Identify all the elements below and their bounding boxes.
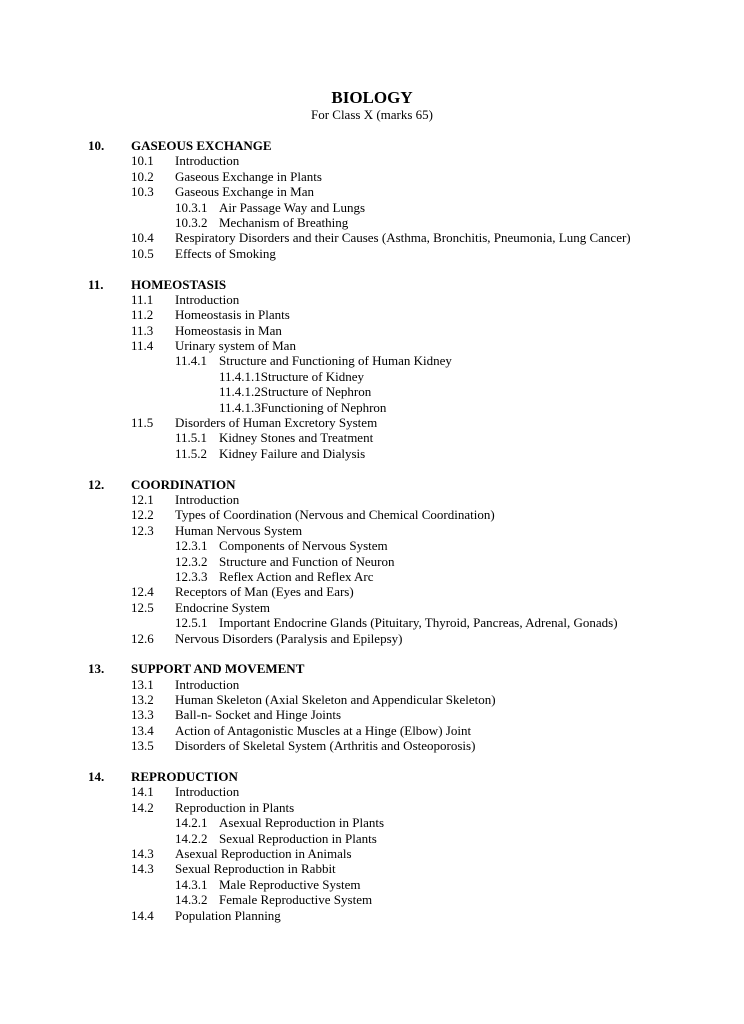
topic-number: 13.4 bbox=[131, 722, 154, 738]
topic-number: 13.2 bbox=[131, 692, 154, 708]
topic-number: 14.2.2 bbox=[175, 830, 208, 846]
topic-number: 12.6 bbox=[131, 630, 154, 646]
topic-text: Disorders of Skeletal System (Arthritis and Osteoporosis) bbox=[175, 738, 476, 754]
topic-number: 11.1 bbox=[131, 291, 154, 307]
topic-number: 10.3 bbox=[131, 184, 154, 200]
topic-item bbox=[0, 384, 744, 399]
chapter-heading bbox=[0, 477, 744, 492]
chapter-title: COORDINATION bbox=[131, 476, 236, 492]
topic-number: 11.5.1 bbox=[175, 430, 208, 446]
topic-text: Population Planning bbox=[175, 907, 281, 923]
topic-text: Types of Coordination (Nervous and Chemical Coordination) bbox=[175, 507, 495, 523]
topic-text: 11.4.1.3Functioning of Nephron bbox=[219, 399, 387, 415]
chapter-heading bbox=[0, 277, 744, 292]
topic-item bbox=[0, 230, 744, 245]
topic-number: 12.5 bbox=[131, 599, 154, 615]
topic-item bbox=[0, 615, 744, 630]
topic-item bbox=[0, 400, 744, 415]
topic-item bbox=[0, 846, 744, 861]
topic-item bbox=[0, 323, 744, 338]
topic-number: 12.1 bbox=[131, 491, 154, 507]
syllabus-chapters bbox=[0, 138, 744, 938]
document-title: BIOLOGY bbox=[331, 88, 413, 107]
topic-text: Air Passage Way and Lungs bbox=[219, 199, 366, 215]
topic-number: 12.5.1 bbox=[175, 615, 208, 631]
topic-number: 14.4 bbox=[131, 907, 154, 923]
topic-number: 11.4 bbox=[131, 338, 154, 354]
topic-text: Action of Antagonistic Muscles at a Hinge (Elbow) Joint bbox=[175, 722, 472, 738]
topic-text: Important Endocrine Glands (Pituitary, Thyroid, Pancreas, Adrenal, Gonads) bbox=[219, 615, 618, 631]
document-subtitle: For Class X (marks 65) bbox=[310, 107, 434, 122]
topic-text: Asexual Reproduction in Animals bbox=[175, 845, 352, 861]
topic-item bbox=[0, 430, 744, 445]
topic-item bbox=[0, 784, 744, 799]
chapter-section bbox=[0, 277, 744, 462]
topic-text: Reflex Action and Reflex Arc bbox=[219, 568, 374, 584]
topic-item bbox=[0, 815, 744, 830]
chapter-number: 10. bbox=[88, 138, 105, 153]
topic-item bbox=[0, 892, 744, 907]
topic-number: 10.5 bbox=[131, 245, 154, 261]
chapter-title: SUPPORT AND MOVEMENT bbox=[131, 661, 305, 677]
topic-text: Human Nervous System bbox=[175, 522, 303, 538]
topic-text: Nervous Disorders (Paralysis and Epilepsy) bbox=[175, 630, 403, 646]
topic-text: Urinary system of Man bbox=[175, 338, 296, 354]
topic-item bbox=[0, 692, 744, 707]
topic-item bbox=[0, 353, 744, 368]
topic-item bbox=[0, 831, 744, 846]
topic-item bbox=[0, 584, 744, 599]
topic-number: 12.3.1 bbox=[175, 538, 208, 554]
topic-item bbox=[0, 554, 744, 569]
chapter-section bbox=[0, 661, 744, 753]
topic-item bbox=[0, 338, 744, 353]
topic-item bbox=[0, 738, 744, 753]
topic-number: 14.1 bbox=[131, 784, 154, 800]
topic-number: 14.2.1 bbox=[175, 815, 208, 831]
topic-text: Introduction bbox=[175, 153, 240, 169]
topic-item bbox=[0, 538, 744, 553]
topic-text: Female Reproductive System bbox=[219, 892, 373, 908]
topic-text: 11.4.1.2Structure of Nephron bbox=[219, 384, 372, 400]
topic-item bbox=[0, 200, 744, 215]
topic-item bbox=[0, 184, 744, 199]
topic-text: Sexual Reproduction in Plants bbox=[219, 830, 377, 846]
topic-number: 11.4.1 bbox=[175, 353, 208, 369]
topic-number: 14.3.2 bbox=[175, 892, 208, 908]
topic-number: 13.5 bbox=[131, 738, 154, 754]
topic-item bbox=[0, 861, 744, 876]
chapter-number: 11. bbox=[88, 276, 104, 292]
topic-text: Ball-n- Socket and Hinge Joints bbox=[175, 707, 342, 723]
topic-text: Homeostasis in Plants bbox=[175, 307, 290, 323]
chapter-heading bbox=[0, 661, 744, 676]
topic-number: 11.5 bbox=[131, 415, 154, 431]
topic-item bbox=[0, 307, 744, 322]
topic-item bbox=[0, 707, 744, 722]
topic-item bbox=[0, 446, 744, 461]
chapter-heading bbox=[0, 138, 744, 153]
topic-item bbox=[0, 600, 744, 615]
topic-text: Gaseous Exchange in Plants bbox=[175, 168, 322, 184]
topic-item bbox=[0, 877, 744, 892]
chapter-title: HOMEOSTASIS bbox=[131, 276, 227, 292]
topic-item bbox=[0, 908, 744, 923]
topic-item bbox=[0, 723, 744, 738]
topic-number: 10.3.2 bbox=[175, 214, 208, 230]
topic-item bbox=[0, 800, 744, 815]
topic-item bbox=[0, 215, 744, 230]
chapter-title: GASEOUS EXCHANGE bbox=[131, 138, 272, 153]
chapter-section bbox=[0, 138, 744, 261]
topic-number: 12.3.3 bbox=[175, 568, 208, 584]
topic-item bbox=[0, 523, 744, 538]
topic-number: 14.2 bbox=[131, 799, 154, 815]
topic-item bbox=[0, 507, 744, 522]
topic-item bbox=[0, 631, 744, 646]
topic-item bbox=[0, 369, 744, 384]
topic-number: 11.3 bbox=[131, 322, 154, 338]
topic-number: 10.3.1 bbox=[175, 199, 208, 215]
topic-text: Endocrine System bbox=[175, 599, 270, 615]
topic-text: Gaseous Exchange in Man bbox=[175, 184, 314, 200]
topic-text: Introduction bbox=[175, 676, 240, 692]
topic-item bbox=[0, 677, 744, 692]
topic-number: 12.3 bbox=[131, 522, 154, 538]
topic-item bbox=[0, 492, 744, 507]
topic-text: Sexual Reproduction in Rabbit bbox=[175, 861, 336, 877]
topic-number: 13.3 bbox=[131, 707, 154, 723]
topic-text: Kidney Stones and Treatment bbox=[219, 430, 374, 446]
topic-number: 14.3.1 bbox=[175, 876, 208, 892]
topic-number: 12.2 bbox=[131, 507, 154, 523]
topic-text: Reproduction in Plants bbox=[175, 799, 295, 815]
topic-text: Disorders of Human Excretory System bbox=[175, 415, 378, 431]
topic-number: 10.2 bbox=[131, 168, 154, 184]
topic-text: Kidney Failure and Dialysis bbox=[219, 445, 366, 461]
topic-text: Introduction bbox=[175, 784, 240, 800]
topic-number: 11.5.2 bbox=[175, 445, 208, 461]
topic-text: Introduction bbox=[175, 491, 240, 507]
chapter-number: 13. bbox=[88, 661, 105, 677]
topic-item bbox=[0, 169, 744, 184]
topic-text: Components of Nervous System bbox=[219, 538, 388, 554]
topic-number: 12.3.2 bbox=[175, 553, 208, 569]
topic-text: Mechanism of Breathing bbox=[219, 214, 349, 230]
topic-item bbox=[0, 292, 744, 307]
chapter-section bbox=[0, 769, 744, 923]
chapter-section bbox=[0, 477, 744, 646]
topic-number: 10.4 bbox=[131, 230, 154, 246]
topic-number: 14.3 bbox=[131, 861, 154, 877]
topic-text: Human Skeleton (Axial Skeleton and Appendicular Skeleton) bbox=[175, 692, 496, 708]
chapter-title: REPRODUCTION bbox=[131, 769, 238, 785]
topic-item bbox=[0, 569, 744, 584]
topic-text: Effects of Smoking bbox=[175, 245, 276, 261]
topic-text: 11.4.1.1Structure of Kidney bbox=[219, 368, 365, 384]
topic-number: 10.1 bbox=[131, 153, 154, 169]
topic-text: Introduction bbox=[175, 291, 240, 307]
topic-number: 13.1 bbox=[131, 676, 154, 692]
chapter-number: 12. bbox=[88, 476, 105, 492]
topic-text: Structure and Functioning of Human Kidney bbox=[219, 353, 452, 369]
topic-text: Receptors of Man (Eyes and Ears) bbox=[175, 584, 354, 600]
topic-number: 11.2 bbox=[131, 307, 154, 323]
topic-text: Male Reproductive System bbox=[219, 876, 361, 892]
topic-number: 12.4 bbox=[131, 584, 154, 600]
topic-number: 14.3 bbox=[131, 845, 154, 861]
topic-text: Homeostasis in Man bbox=[175, 322, 282, 338]
chapter-number: 14. bbox=[88, 769, 105, 785]
chapter-heading bbox=[0, 769, 744, 784]
topic-item bbox=[0, 415, 744, 430]
topic-text: Respiratory Disorders and their Causes (Asthma, Bronchitis, Pneumonia, Lung Cancer) bbox=[175, 230, 631, 246]
topic-item bbox=[0, 153, 744, 168]
topic-text: Asexual Reproduction in Plants bbox=[219, 815, 385, 831]
topic-text: Structure and Function of Neuron bbox=[219, 553, 395, 569]
topic-item bbox=[0, 246, 744, 261]
